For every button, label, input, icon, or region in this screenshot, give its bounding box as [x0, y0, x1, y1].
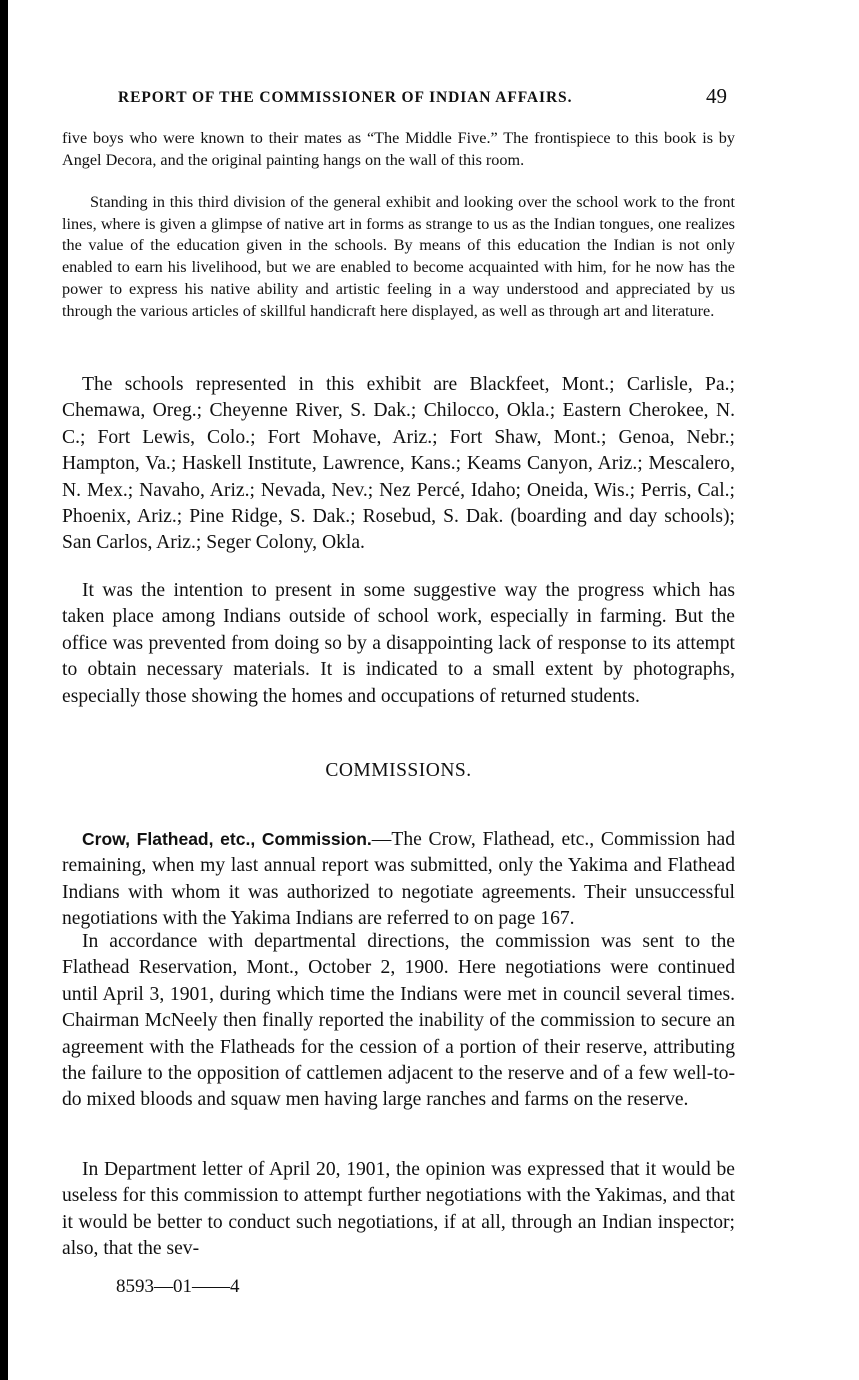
paragraph-flathead-reservation	[62, 929, 735, 1114]
paragraph-middle-five	[62, 128, 735, 171]
paragraph-text: The schools represented in this exhibit are Blackfeet, Mont.; Carlisle, Pa.; Chemawa, Oreg.; Cheyenne River, S. Dak.; Chilocco, Okla.; Eastern Cherokee, N. C.; Fort Lewis, Colo.; Fort Mohave, Ariz.; Fort Shaw, Mont.; Genoa, Nebr.; Hampton, Va.; Haskell Institute, Lawrence, Kans.; Keams Canyon, Ariz.; Mescalero, N. Mex.; Navaho, Ariz.; Nevada, Nev.; Nez Percé, Idaho; Oneida, Wis.; Perris, Cal.; Phoenix, Ariz.; Pine Ridge, S. Dak.; Rosebud, S. Dak. (boarding and day schools); San Carlos, Ariz.; Seger Colony, Okla.	[62, 374, 735, 554]
paragraph-text: In Department letter of April 20, 1901, the opinion was expressed that it would be useless for this commission to attempt further negotiations with the Yakimas, and that it would be better to conduct such negotiations, if at all, through an Indian inspector; also, that the sev-	[62, 1159, 735, 1260]
paragraph-text: Standing in this third division of the general exhibit and looking over the school work to the front lines, where is given a glimpse of native art in forms as strange to us as the Indian tongues, one realizes the value of the education given in the schools. By means of this education the Indian is not only enabled to earn his livelihood, but we are enabled to become acquainted with him, for he now has the power to express his native ability and artistic feeling in a way understood and appreciated by us through the various articles of skillful handicraft here displayed, as well as through art and literature.	[62, 193, 735, 320]
paragraph-progress	[62, 578, 735, 710]
running-head: REPORT OF THE COMMISSIONER OF INDIAN AFFAIRS.	[118, 89, 573, 106]
scan-border	[0, 0, 8, 1380]
paragraph-text	[62, 826, 735, 933]
page-number: 49	[706, 84, 727, 108]
paragraph-text: In accordance with departmental directions, the commission was sent to the Flathead Reservation, Mont., October 2, 1900. Here negotiations were continued until April 3, 1901, during which time the Indians were met in council several times. Chairman McNeely then finally reported the inability of the commission to secure an agreement with the Flatheads for the cession of a portion of their reserve, attributing the failure to the opposition of cattlemen adjacent to the reserve and of a few well-to-do mixed bloods and squaw men having large ranches and farms on the reserve.	[62, 931, 735, 1111]
paragraph-commission-intro	[62, 826, 735, 933]
section-heading: COMMISSIONS.	[325, 760, 472, 781]
paragraph-department-letter	[62, 1157, 735, 1263]
paragraph-text: five boys who were known to their mates as “The Middle Five.” The frontispiece to this book is by Angel Decora, and the original painting hangs on the wall of this room.	[62, 129, 735, 169]
paragraph-body: —The Crow, Flathead, etc., Commission had remaining, when my last annual report was submitted, only the Yakima and Flathead Indians with whom it was authorized to negotiate agreements. Their unsuccessful negotiations with the Yakima Indians are referred to on page 167.	[62, 829, 735, 930]
printer-signature: 8593—01——4	[116, 1276, 240, 1297]
paragraph-third-division	[62, 192, 735, 322]
paragraph-text: It was the intention to present in some suggestive way the progress which has taken place among Indians outside of school work, especially in farming. But the office was prevented from doing so by a disappointing lack of response to its attempt to obtain necessary materials. It is indicated to a small extent by photographs, especially those showing the homes and occupations of returned students.	[62, 580, 735, 707]
paragraph-schools-list	[62, 372, 735, 557]
run-in-title: Crow, Flathead, etc., Commission.	[82, 829, 372, 849]
